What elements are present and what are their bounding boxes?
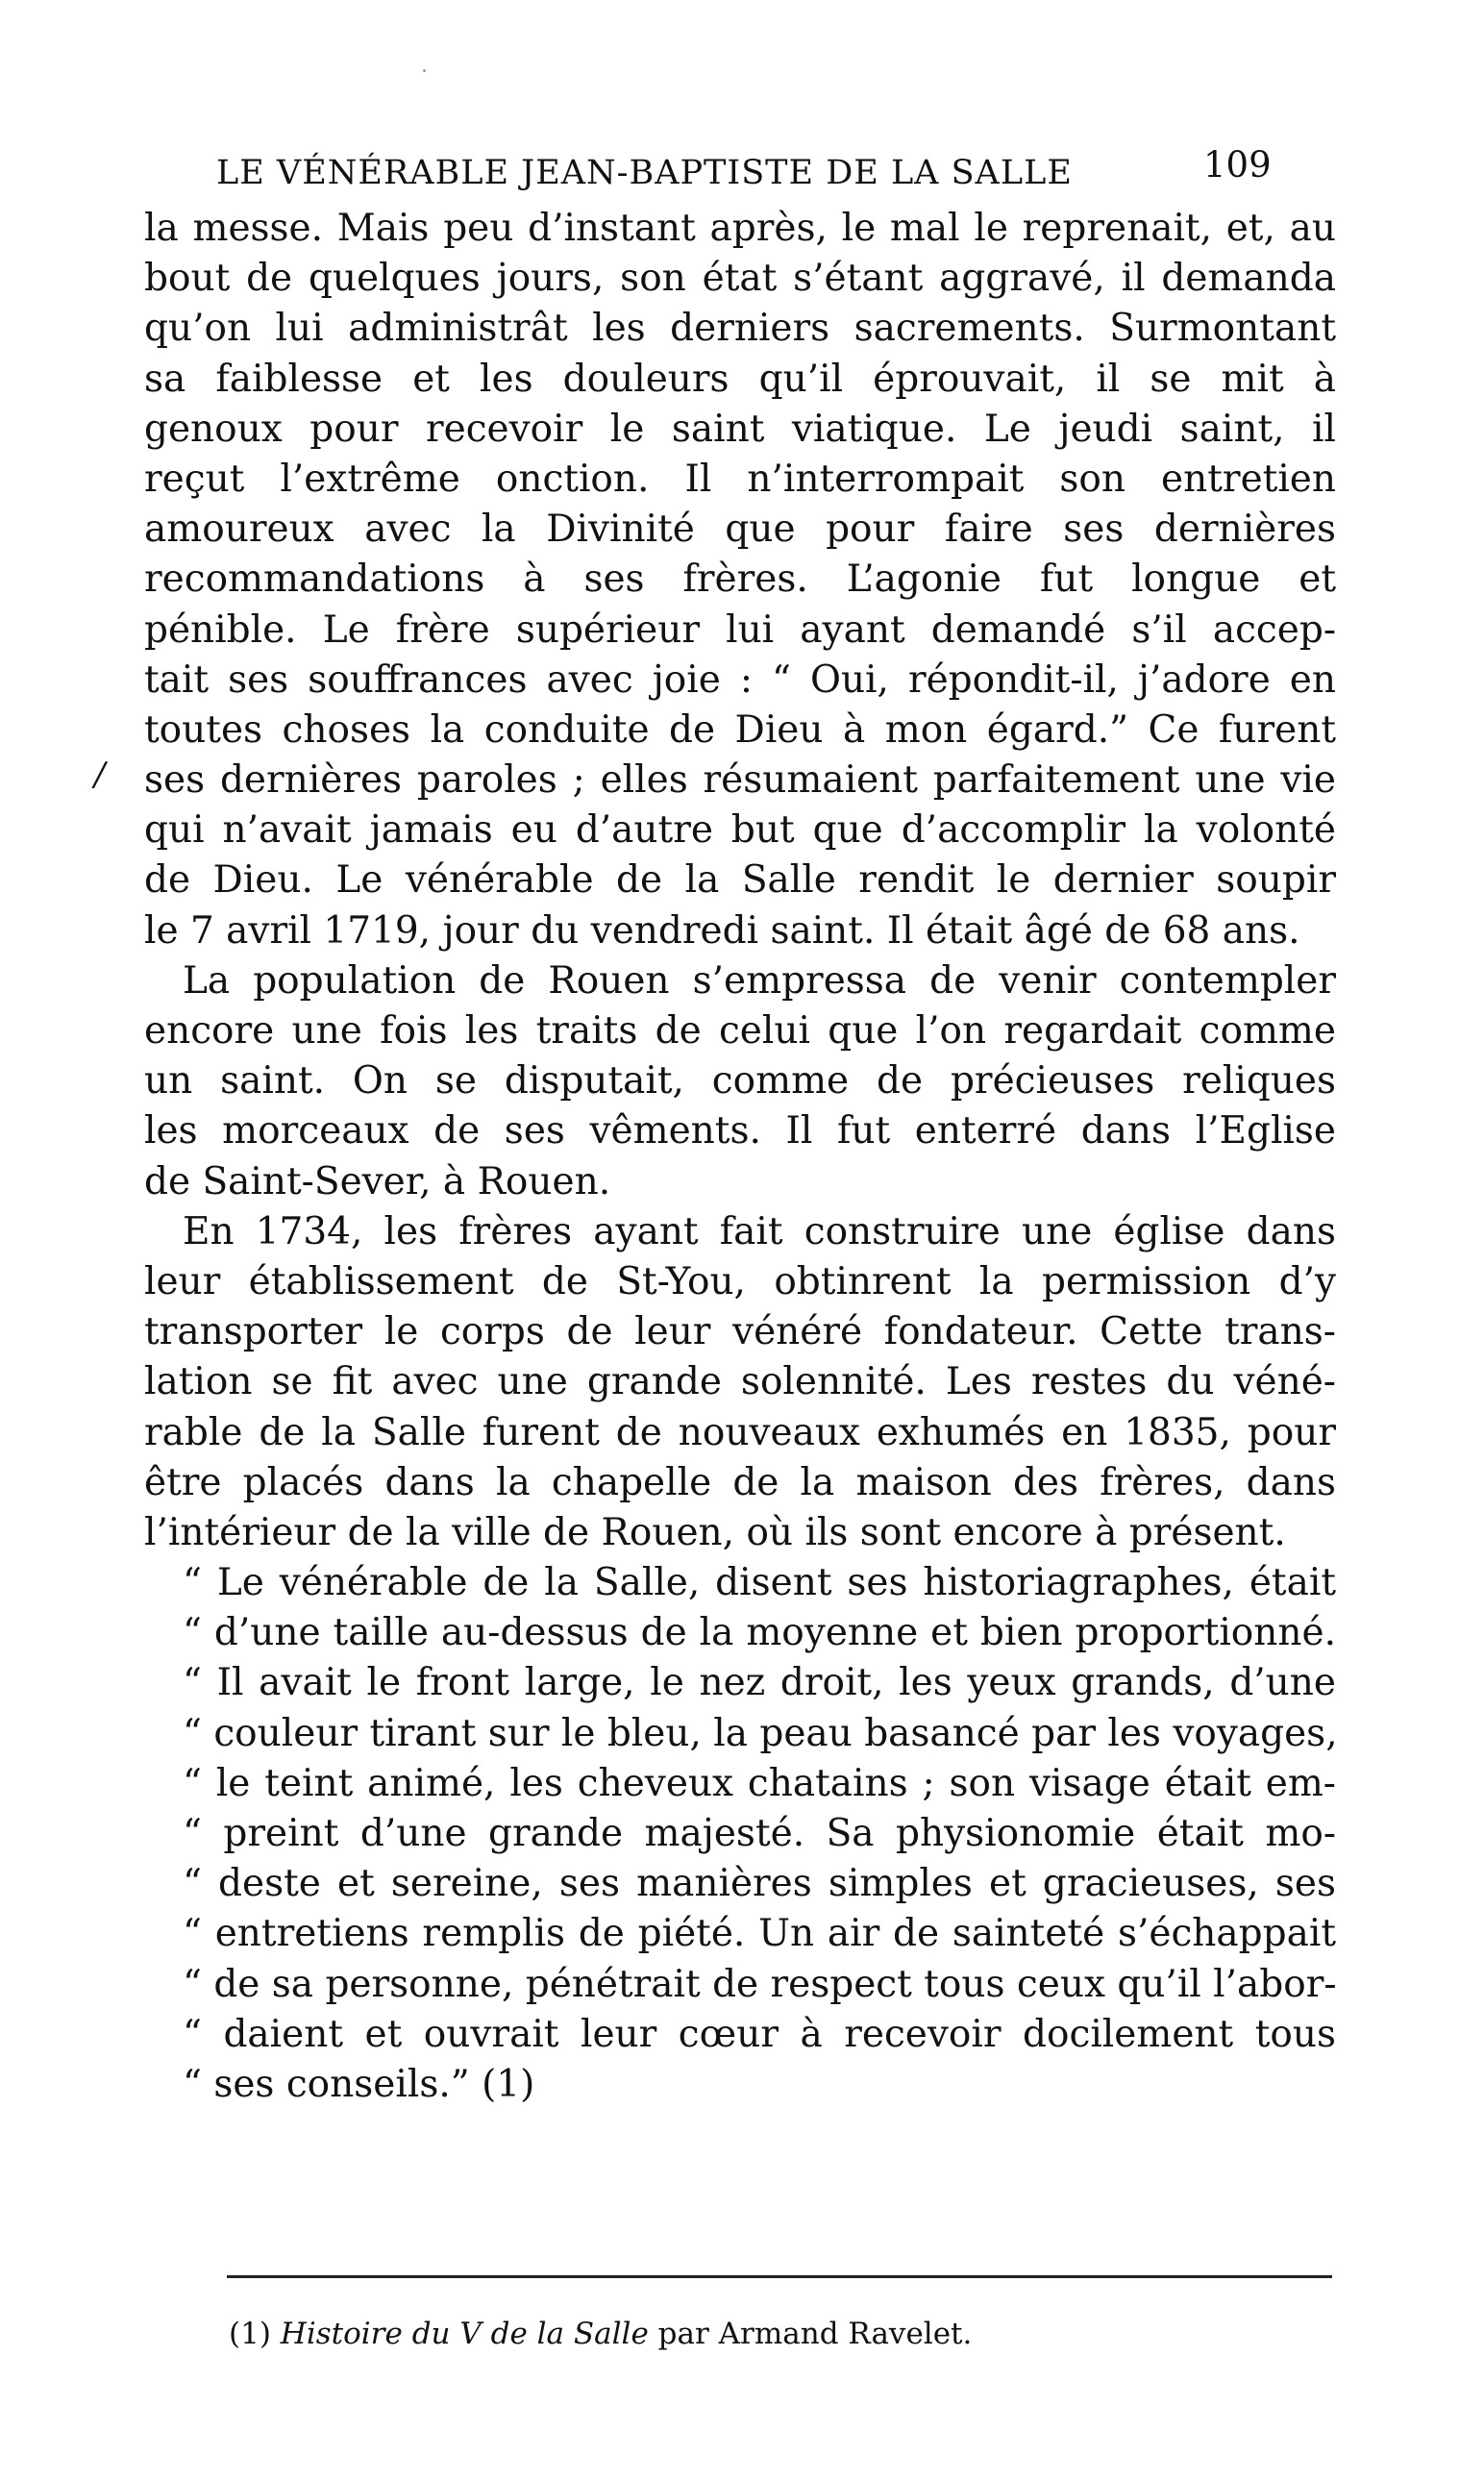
footnote-divider	[227, 2275, 1332, 2278]
text-line: recommandations à ses frères. L’agonie fut longue et	[144, 558, 1336, 602]
text-line: reçut l’extrême onction. Il n’interrompait son entretien	[144, 457, 1336, 501]
text-line: La population de Rouen s’empressa de venir contempler	[183, 958, 1336, 1003]
paper-speck	[423, 69, 426, 72]
running-title: LE VÉNÉRABLE JEAN-BAPTISTE DE LA SALLE	[216, 154, 1073, 192]
text-line: tait ses souffrances avec joie : “ Oui, répondit-il, j’adore en	[144, 657, 1336, 702]
text-line: amoureux avec la Divinité que pour faire ses dernières	[144, 508, 1336, 552]
text-line: ses dernières paroles ; elles résumaient parfaitement une vie	[144, 758, 1336, 803]
text-line: “ ses conseils.” (1)	[183, 2062, 535, 2106]
text-line: “ d’une taille au-dessus de la moyenne et bien proportionné.	[183, 1611, 1336, 1655]
text-line: leur établissement de St-You, obtinrent la permission d’y	[144, 1259, 1336, 1303]
body-text	[144, 204, 1336, 2110]
footnote-marker: (1)	[229, 2317, 271, 2351]
text-line: “ preint d’une grande majesté. Sa physionomie était mo-	[183, 1812, 1336, 1855]
text-line: pénible. Le frère supérieur lui ayant demandé s’il accep-	[144, 608, 1336, 652]
text-line: genoux pour recevoir le saint viatique. Le jeudi saint, il	[144, 407, 1336, 451]
text-line: “ daient et ouvrait leur cœur à recevoir docilement tous	[183, 2012, 1336, 2056]
text-line: sa faiblesse et les douleurs qu’il éprouvait, il se mit à	[144, 357, 1336, 401]
text-line: de Saint-Sever, à Rouen.	[144, 1159, 611, 1203]
text-line: “ Le vénérable de la Salle, disent ses historiagraphes, était	[183, 1561, 1336, 1605]
text-line: qu’on lui administrât les derniers sacrements. Surmontant	[144, 307, 1336, 351]
text-line: “ Il avait le front large, le nez droit, les yeux grands, d’une	[183, 1661, 1336, 1705]
text-line: les morceaux de ses vêments. Il fut enterré dans l’Eglise	[144, 1109, 1336, 1153]
text-line: “ le teint animé, les cheveux chatains ; son visage était em-	[183, 1761, 1336, 1805]
text-line: être placés dans la chapelle de la maison des frères, dans	[144, 1460, 1336, 1504]
text-line: l’intérieur de la ville de Rouen, où ils sont encore à présent.	[144, 1510, 1286, 1554]
text-line: la messe. Mais peu d’instant après, le mal le reprenait, et, au	[144, 207, 1336, 250]
text-line: “ couleur tirant sur le bleu, la peau basancé par les voyages,	[183, 1711, 1338, 1755]
footnote-text: par Armand Ravelet.	[657, 2317, 973, 2351]
footnote	[229, 2317, 972, 2351]
text-line: bout de quelques jours, son état s’étant aggravé, il demanda	[144, 257, 1336, 301]
text-line: lation se fit avec une grande solennité. Les restes du véné-	[144, 1360, 1336, 1404]
text-line: de Dieu. Le vénérable de la Salle rendit le dernier soupir	[144, 858, 1336, 903]
text-line: un saint. On se disputait, comme de précieuses reliques	[144, 1059, 1336, 1104]
text-line: “ de sa personne, pénétrait de respect tous ceux qu’il l’abor-	[183, 1962, 1337, 2006]
page-number: 109	[1203, 144, 1272, 186]
text-line: le 7 avril 1719, jour du vendredi saint. Il était âgé de 68 ans.	[144, 908, 1300, 953]
text-line: “ deste et sereine, ses manières simples et gracieuses, ses	[183, 1862, 1336, 1906]
margin-mark: /	[94, 756, 106, 794]
text-line: “ entretiens remplis de piété. Un air de sainteté s’échappait	[183, 1912, 1336, 1956]
text-line: encore une fois les traits de celui que l’on regardait comme	[144, 1009, 1336, 1053]
text-line: transporter le corps de leur vénéré fondateur. Cette trans-	[144, 1310, 1336, 1354]
text-line: toutes choses la conduite de Dieu à mon égard.” Ce furent	[144, 707, 1336, 752]
text-line: qui n’avait jamais eu d’autre but que d’accomplir la volonté	[144, 808, 1336, 853]
text-line: En 1734, les frères ayant fait construire une église dans	[183, 1209, 1336, 1253]
text-line: rable de la Salle furent de nouveaux exhumés en 1835, pour	[144, 1410, 1336, 1454]
footnote-title: Histoire du V de la Salle	[280, 2317, 649, 2351]
